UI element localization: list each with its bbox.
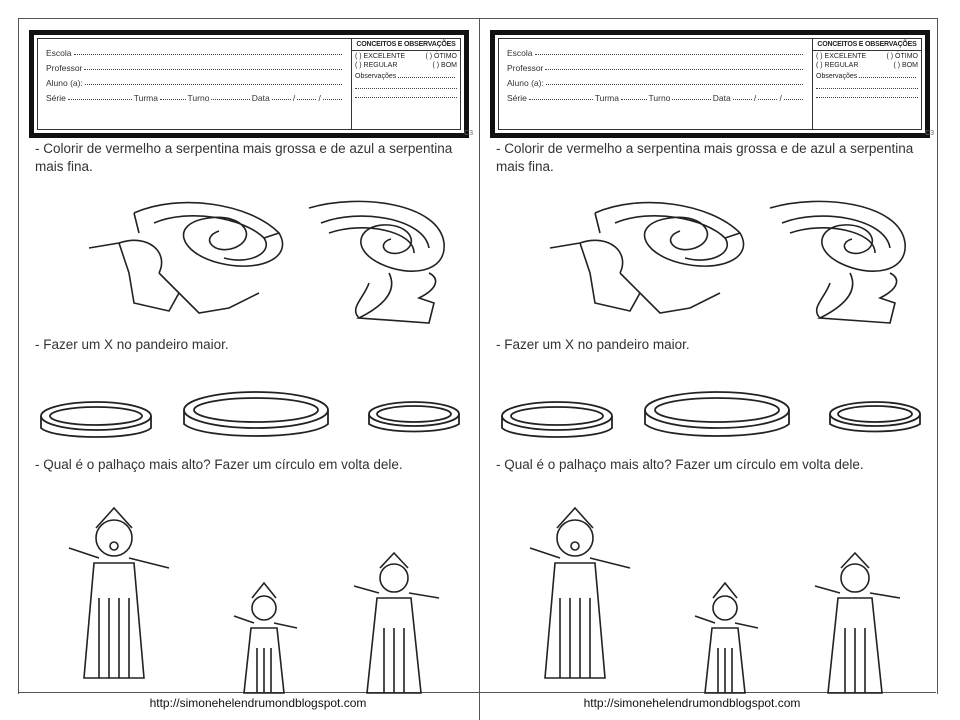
thin-serpentine: [770, 201, 905, 323]
tambourines-illustration: [34, 378, 474, 458]
option-otimo: ( ) ÓTIMO: [886, 53, 918, 60]
clown-tall: [530, 508, 630, 678]
date-label: Data: [712, 93, 731, 103]
grade-label: Série: [507, 93, 527, 103]
option-regular: ( ) REGULAR: [816, 62, 859, 69]
teacher-label: Professor: [46, 63, 83, 73]
clowns-illustration: [39, 498, 459, 698]
question-clown: - Qual é o palhaço mais alto? Fazer um círculo em volta dele.: [35, 457, 403, 472]
tambourine-small-right: [369, 402, 459, 432]
page-mark: C3: [925, 130, 934, 137]
question-serpentine: - Colorir de vermelho a serpentina mais grossa e de azul a serpentina mais fina.: [35, 141, 453, 174]
thin-serpentine: [309, 201, 444, 323]
student-label: Aluno (a):: [46, 78, 83, 88]
class-label: Turma: [594, 93, 619, 103]
student-fields: Escola Professor Aluno (a): Série Turma Turno Data / /: [507, 43, 805, 103]
question-clown: - Qual é o palhaço mais alto? Fazer um círculo em volta dele.: [496, 457, 864, 472]
clowns-illustration: [500, 498, 920, 698]
clown-medium: [815, 553, 900, 693]
class-label: Turma: [133, 93, 158, 103]
shift-label: Turno: [187, 93, 210, 103]
option-bom: ( ) BOM: [432, 62, 457, 69]
concepts-box: [351, 39, 460, 129]
serpentine-illustration: [520, 193, 910, 328]
option-regular: ( ) REGULAR: [355, 62, 398, 69]
page-mark: C3: [464, 130, 473, 137]
tambourine-small-left: [41, 402, 151, 437]
tambourine-small-left: [502, 402, 612, 437]
thick-serpentine: [89, 203, 283, 313]
teacher-label: Professor: [507, 63, 544, 73]
school-label: Escola: [507, 48, 533, 58]
serpentine-illustration: [59, 193, 449, 328]
worksheet-right: [480, 18, 940, 693]
grade-label: Série: [46, 93, 66, 103]
clown-small: [695, 583, 758, 693]
clown-medium: [354, 553, 439, 693]
option-excelente: ( ) EXCELENTE: [816, 53, 867, 60]
thick-serpentine: [550, 203, 744, 313]
option-bom: ( ) BOM: [893, 62, 918, 69]
school-label: Escola: [46, 48, 72, 58]
tambourines-illustration: [495, 378, 935, 458]
footer-url-left[interactable]: http://simonehelendrumondblogspot.com: [149, 696, 367, 710]
footer-url-right[interactable]: http://simonehelendrumondblogspot.com: [583, 696, 801, 710]
clown-small: [234, 583, 297, 693]
observations-label: Observações: [355, 73, 397, 80]
date-label: Data: [251, 93, 270, 103]
option-excelente: ( ) EXCELENTE: [355, 53, 406, 60]
clown-tall: [69, 508, 169, 678]
tambourine-large: [184, 392, 328, 436]
concepts-title: CONCEITOS E OBSERVAÇÕES: [352, 39, 460, 51]
student-fields: Escola Professor Aluno (a): Série Turma Turno Data / /: [46, 43, 344, 103]
student-label: Aluno (a):: [507, 78, 544, 88]
question-tambourine: - Fazer um X no pandeiro maior.: [35, 337, 229, 352]
question-tambourine: - Fazer um X no pandeiro maior.: [496, 337, 690, 352]
tambourine-large: [645, 392, 789, 436]
tambourine-small-right: [830, 402, 920, 432]
worksheet-left: [19, 18, 479, 693]
shift-label: Turno: [648, 93, 671, 103]
header-box: [29, 30, 469, 138]
concepts-title: CONCEITOS E OBSERVAÇÕES: [813, 39, 921, 51]
header-box: [490, 30, 930, 138]
option-otimo: ( ) ÓTIMO: [425, 53, 457, 60]
concepts-box: [812, 39, 921, 129]
question-serpentine: - Colorir de vermelho a serpentina mais grossa e de azul a serpentina mais fina.: [496, 141, 914, 174]
observations-label: Observações: [816, 73, 858, 80]
